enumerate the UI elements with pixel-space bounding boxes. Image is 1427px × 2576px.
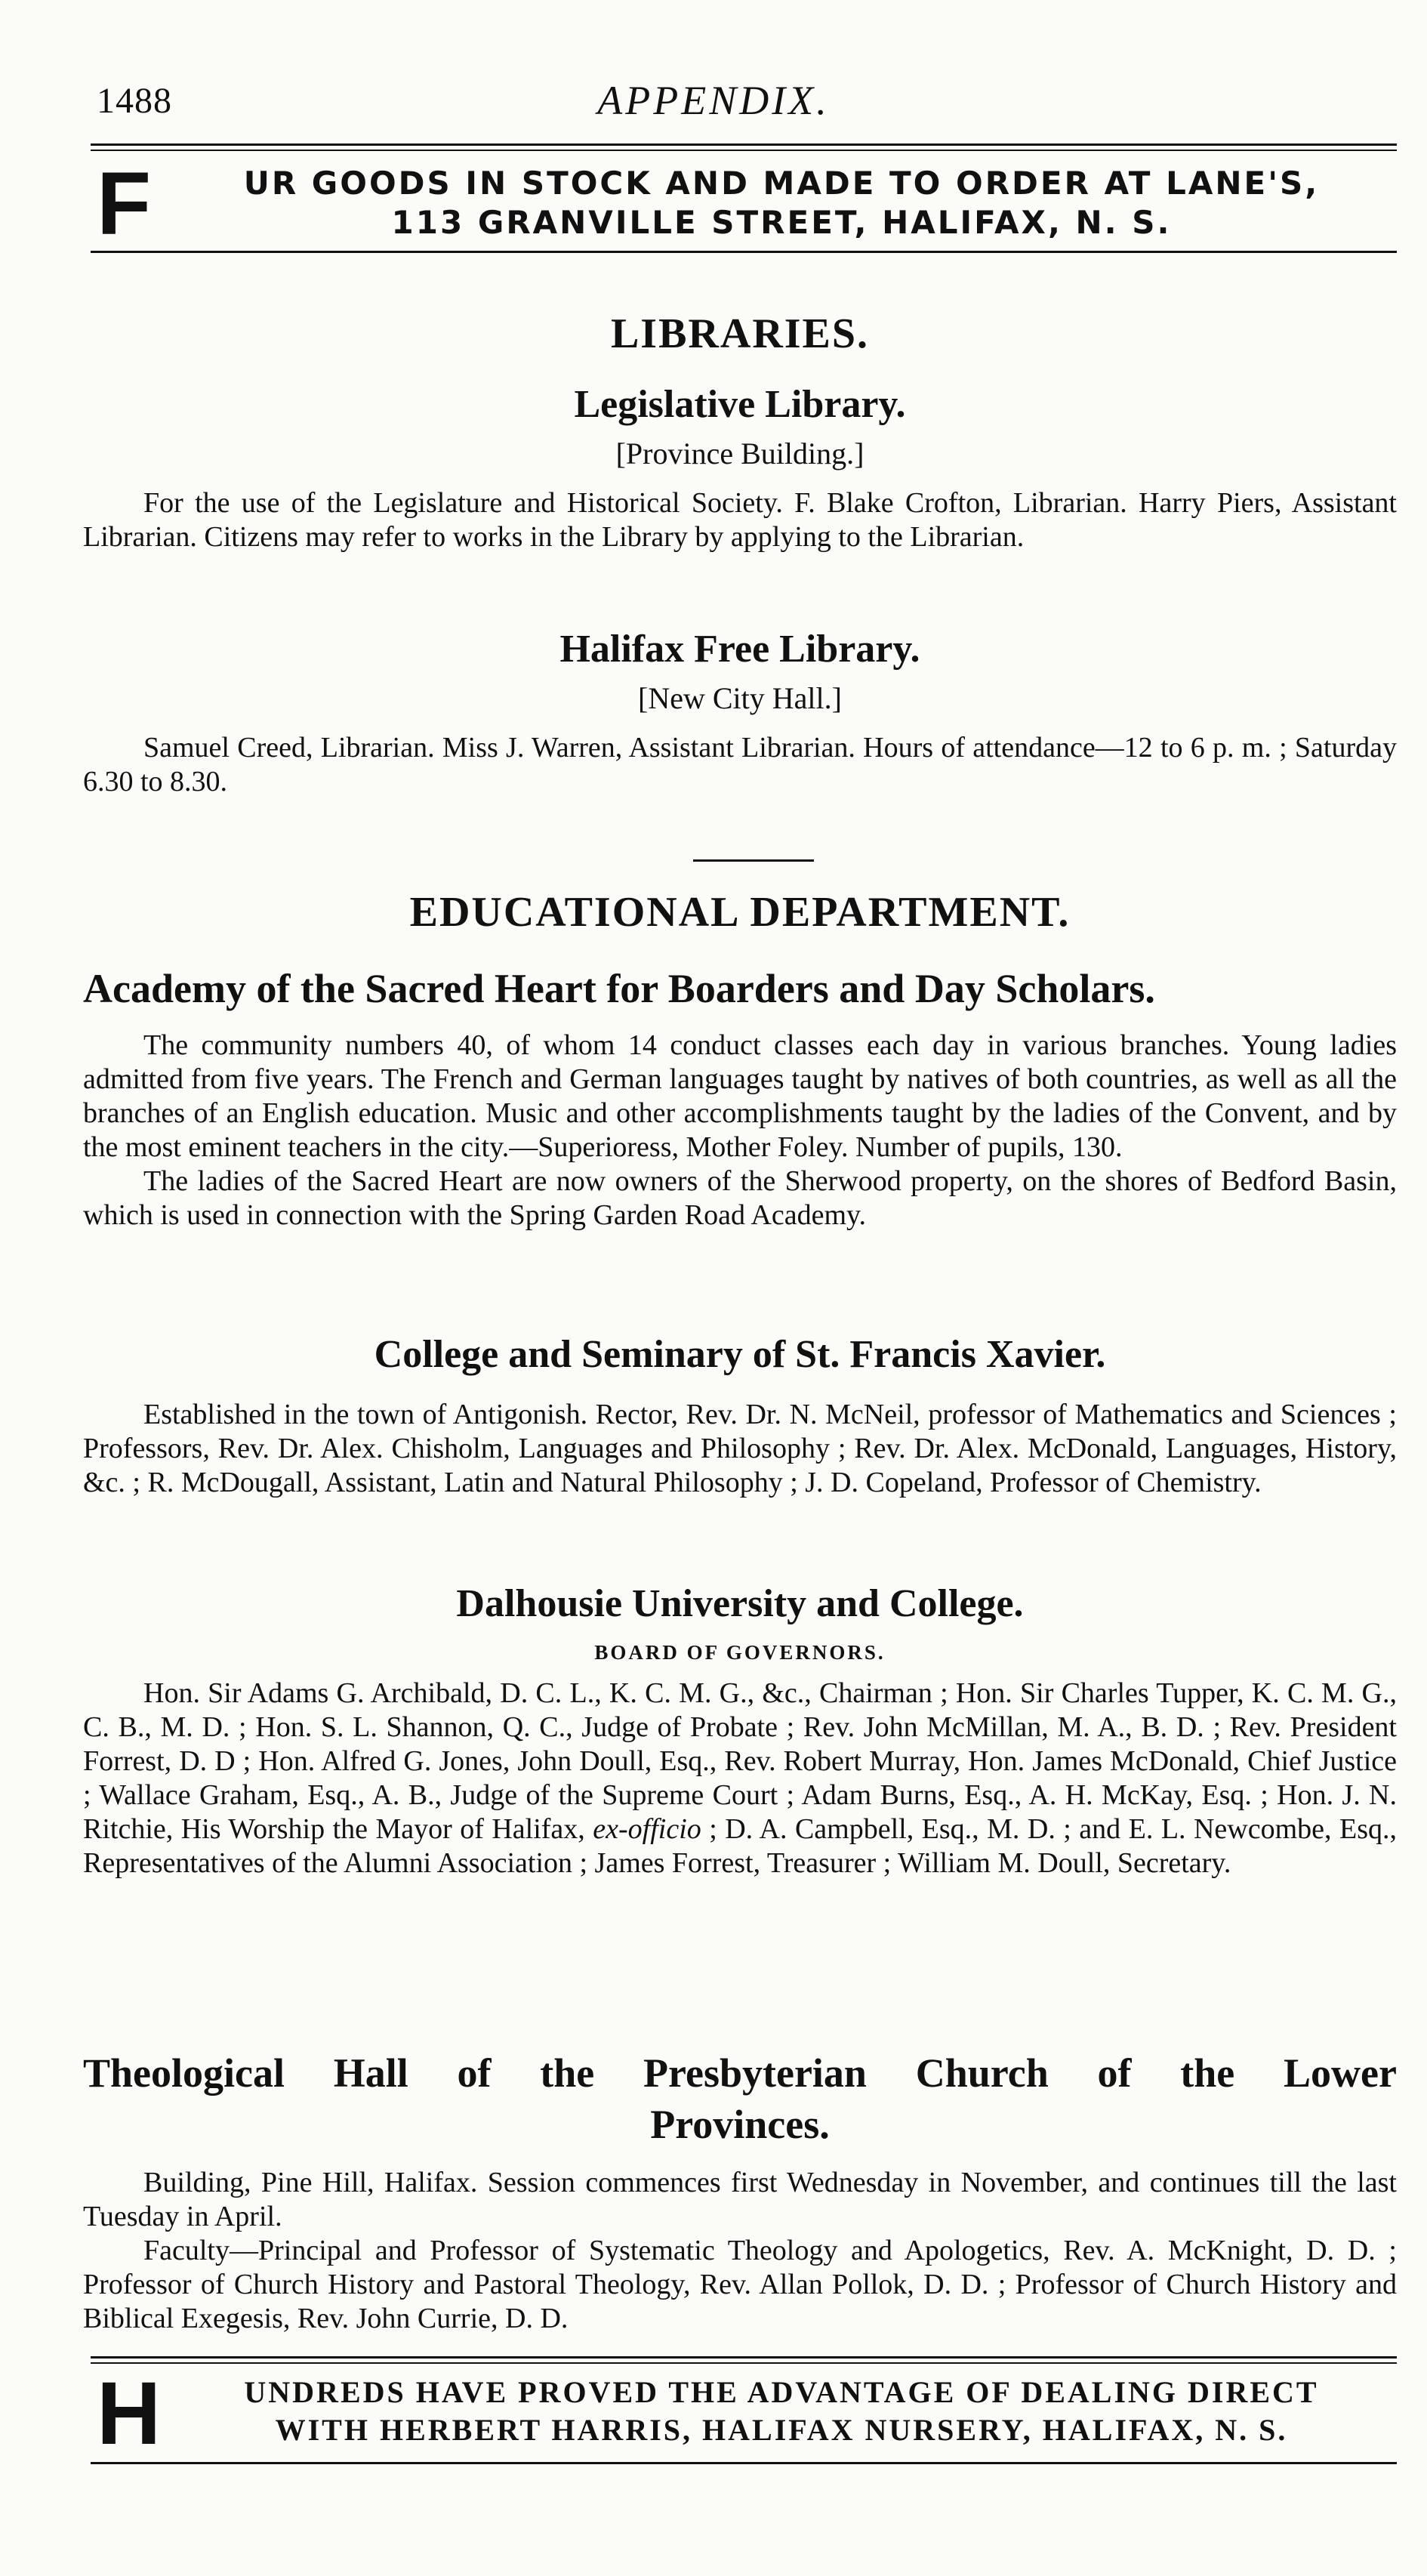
top-advertisement bbox=[91, 154, 1397, 254]
dalhousie-text-b: ; D. A. Campbell, Esq., M. D. ; and E. L. Newcombe, Esq., Representatives of the Alumni Association ; James Forrest, Treasurer ; William M. Doull, Secretary. bbox=[83, 1813, 1397, 1879]
free-library bbox=[83, 627, 1397, 799]
free-library-location: [New City Hall.] bbox=[638, 681, 842, 715]
dalhousie-heading: Dalhousie University and College. bbox=[456, 1582, 1024, 1625]
bottom-ad-rule-top bbox=[91, 2356, 1397, 2359]
page-number: 1488 bbox=[97, 81, 172, 121]
theological-heading-line-2: Provinces. bbox=[650, 2102, 830, 2147]
dalhousie-text-a: Hon. Sir Adams G. Archibald, D. C. L., K. C. M. G., &c., Chairman ; Hon. Sir Charles Tupper, K. C. M. G., C. B., M. D. ; Hon. S. L. Shannon, Q. C., Judge of Probate ; Rev. John McMillan, M. A., B. D. ; Rev. President Forrest, D. D ; Hon. Alfred G. Jones, John Doull, Esq., Rev. Robert Murray, Hon. James McDonald, Chief Justice ; Wallace Graham, Esq., A. B., Judge of the Supreme Court ; Adam Burns, Esq., A. H. McKay, Esq. ; Hon. J. N. Ritchie, His Worship the Mayor of Halifax, bbox=[83, 1677, 1397, 1845]
header-rule-thin bbox=[91, 150, 1397, 151]
theological-heading-line-1: Theological Hall of the Presbyterian Church of the Lower bbox=[83, 2050, 1397, 2096]
bottom-ad-rule-top-thin bbox=[91, 2362, 1397, 2364]
ad-line-1: UR GOODS IN STOCK AND MADE TO ORDER AT LANE'S, bbox=[243, 165, 1320, 202]
ad-rule bbox=[91, 251, 1397, 253]
education-title: EDUCATIONAL DEPARTMENT. bbox=[409, 889, 1071, 936]
running-head: APPENDIX. bbox=[597, 78, 830, 123]
libraries-section bbox=[83, 310, 1397, 358]
theological-para-1: Building, Pine Hill, Halifax. Session commences first Wednesday in November, and continues till the last Tuesday in April. bbox=[83, 2167, 1397, 2232]
dalhousie-subheading: BOARD OF GOVERNORS. bbox=[594, 1641, 886, 1664]
ad-drop-cap: F bbox=[97, 154, 152, 254]
sacred-heart-heading: Academy of the Sacred Heart for Boarders and Day Scholars. bbox=[83, 966, 1155, 1011]
xavier-heading: College and Seminary of St. Francis Xavier. bbox=[374, 1333, 1106, 1376]
xavier-college bbox=[83, 1332, 1397, 1500]
sacred-heart-para-2: The ladies of the Sacred Heart are now owners of the Sherwood property, on the shores of Bedford Basin, which is used in connection with the Spring Garden Road Academy. bbox=[83, 1165, 1397, 1231]
education-section bbox=[83, 888, 1397, 936]
dalhousie-text bbox=[83, 1677, 1397, 1880]
theological-hall bbox=[83, 2050, 1397, 2336]
header-rule bbox=[91, 143, 1397, 146]
sacred-heart-academy bbox=[83, 965, 1397, 1232]
sacred-heart-para-1: The community numbers 40, of whom 14 conduct classes each day in various branches. Young ladies admitted from five years. The French and German languages taught by natives of both countries, as well as all the branches of an English education. Music and other accomplishments taught by the ladies of the Convent, and by the most eminent teachers in the city.—Superioress, Mother Foley. Number of pupils, 130. bbox=[83, 1029, 1397, 1163]
xavier-text: Established in the town of Antigonish. Rector, Rev. Dr. N. McNeil, professor of Mathematics and Sciences ; Professors, Rev. Dr. Alex. Chisholm, Languages and Philosophy ; Rev. Dr. Alex. McDonald, Languages, History, &c. ; R. McDougall, Assistant, Latin and Natural Philosophy ; J. D. Copeland, Professor of Chemistry. bbox=[83, 1399, 1397, 1498]
free-library-text: Samuel Creed, Librarian. Miss J. Warren, Assistant Librarian. Hours of attendance—12 to 6 p. m. ; Saturday 6.30 to 8.30. bbox=[83, 732, 1397, 797]
section-divider bbox=[693, 859, 814, 862]
theological-para-2: Faculty—Principal and Professor of Systematic Theology and Apologetics, Rev. A. McKnight, D. D. ; Professor of Church History and Pastoral Theology, Rev. Allan Pollok, D. D. ; Professor of Church History and Biblical Exegesis, Rev. John Currie, D. D. bbox=[83, 2235, 1397, 2334]
dalhousie-text-italic: ex-officio bbox=[593, 1813, 701, 1845]
bottom-ad-line-1: UNDREDS HAVE PROVED THE ADVANTAGE OF DEALING DIRECT bbox=[244, 2375, 1319, 2409]
page-header bbox=[91, 72, 1336, 125]
free-library-heading: Halifax Free Library. bbox=[559, 628, 920, 671]
bottom-ad-rule bbox=[91, 2462, 1397, 2464]
legislative-text: For the use of the Legislature and Historical Society. F. Blake Crofton, Librarian. Harry Piers, Assistant Librarian. Citizens may refer to works in the Library by applying to the Librarian. bbox=[83, 487, 1397, 553]
legislative-heading: Legislative Library. bbox=[574, 383, 906, 426]
legislative-library bbox=[83, 382, 1397, 554]
legislative-location: [Province Building.] bbox=[615, 437, 865, 470]
bottom-ad-drop-cap: H bbox=[97, 2364, 162, 2463]
bottom-advertisement bbox=[91, 2364, 1397, 2463]
bottom-ad-line-2: WITH HERBERT HARRIS, HALIFAX NURSERY, HALIFAX, N. S. bbox=[275, 2413, 1288, 2447]
ad-line-2: 113 GRANVILLE STREET, HALIFAX, N. S. bbox=[391, 204, 1172, 241]
dalhousie-university bbox=[83, 1581, 1397, 1880]
libraries-title: LIBRARIES. bbox=[610, 310, 870, 357]
